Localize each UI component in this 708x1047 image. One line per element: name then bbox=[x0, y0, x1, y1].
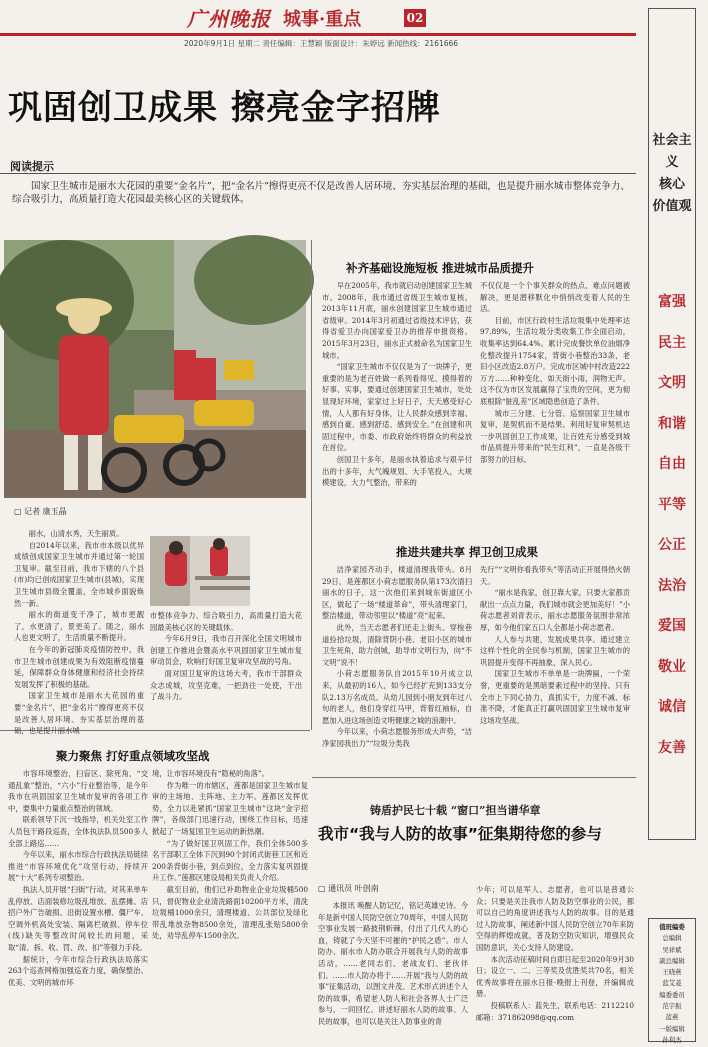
paragraph: 城市三分建、七分管。巡察国家卫生城市复审，是契机而不是结果。利用好复审契机达一步巩固创卫工作成果，让百姓充分感受到城市品质提升带来的“民生红利”，一直是各级干部努力的目标。 bbox=[480, 408, 630, 464]
photo-bike-cleaning bbox=[4, 240, 306, 498]
page-title: 巩固创卫成果 擦亮金字招牌 bbox=[8, 88, 441, 128]
paragraph: 国家卫生城市不单单是一块牌匾，一个荣誉，更重要的是黑暗要素过程中的坚持。只有全市上下同心协力，真抓实干，力度不减、标准不降，才能真正打赢巩固国家卫生城市复审这场攻坚战。 bbox=[480, 669, 630, 725]
paragraph: 作为唯一的市辖区，莲都是国家卫生城市复审的主场地、主阵地、主力军。莲都区发挥优势，全力以赴紧抓“国家卫生城市”这块“金字招牌”，各级部门迅速行动，围绕工作目标，迅速掀起了一场复国卫生运动的新热潮。 bbox=[152, 780, 308, 836]
subhead-focus: 聚力聚焦 打好重点领域攻坚战 bbox=[56, 749, 210, 763]
sidebar-title-line: 价值观 bbox=[652, 199, 692, 214]
section-rule bbox=[312, 777, 636, 778]
paragraph: 执法人员开展“扫街”行动，对其来单车乱停放、店面装修垃圾乱堆放、乱摆摊、店招户外广告破损、沿街设置水槽、僵尸车、空调外机高处安装、隔离栏破损、停车位(线)缺失等整改时间较长的问题，采取“清、拆、收、罚、改、扣”等强力手段。 bbox=[8, 884, 148, 952]
staff-role: 值班编委 bbox=[659, 923, 685, 931]
staff-person: 蓝燕 bbox=[665, 1013, 679, 1022]
page-number: 02 bbox=[404, 9, 426, 27]
feature-reporter-text: 通讯员 叶创南 bbox=[328, 884, 379, 893]
lead-rule bbox=[0, 173, 636, 174]
core-value: 文明 bbox=[658, 375, 686, 391]
core-value: 诚信 bbox=[658, 699, 686, 715]
paragraph: 在今年的新冠肺炎疫情防控中，我市卫生城市创建成果为有效阻断疫情蔓延，保障群众身体健康和经济社会持续发展发挥了积极的基础。 bbox=[14, 644, 144, 689]
paragraph: 先行”“文明你看我带头”等活动正开展得热火朝天。 bbox=[480, 565, 630, 586]
paragraph: 丽水的街道变干净了，城市更靓了，水更清了，景更美了。随之，丽水人也更文明了，生活质量不断提升。 bbox=[14, 610, 144, 643]
staff-person: 吴祥斌 bbox=[662, 945, 682, 954]
paragraph: 市容环境整治，扫盲区、除死角，“交通乱象”整治，“六小”行业整治等，是今年我市在巩固国家卫生城市复审的各项工作中，要集中力量重点整治的领域。 bbox=[8, 769, 148, 813]
paragraph: “丽水是我家，创卫靠大家，只要大家都贡献出一点点力量，我们城市就会更加美好！”小荷志愿者刘青表示，丽水志愿服务氛围非常浓厚，如今他们家五口人全都是小荷志愿者。 bbox=[480, 588, 630, 632]
paragraph: 不仅仅是一个个事关群众的热点、难点问题被解决，更是潜移默化中悄悄改变着人民的生活。 bbox=[480, 281, 630, 314]
core-value: 公正 bbox=[658, 537, 686, 553]
article-col3 bbox=[322, 280, 472, 508]
article-col4b bbox=[480, 564, 630, 770]
column-rule bbox=[311, 240, 312, 730]
core-value: 平等 bbox=[658, 496, 686, 513]
paragraph: 截至目前，他们已补助物业企业垃圾桶500只，督促物业企业清洗路面10200平方米，清洗垃圾桶1000余只，清理楼道、公共部位及绿化带乱堆放杂物8500余处，清理乱张贴5800余处，劝导乱停车1500余次。 bbox=[152, 884, 308, 941]
staff-role: 副总编辑 bbox=[659, 956, 685, 965]
page-meta: 2020年9月1日 星期二 责任编辑：王慧颖 版面设计：朱婷远 新闻热线：2161666 bbox=[184, 39, 459, 48]
article-col3b bbox=[322, 564, 472, 770]
core-value: 友善 bbox=[658, 739, 686, 756]
sidebar-title bbox=[649, 130, 695, 218]
paragraph: 今年以来，小荷志愿服务形成大声势，“洁净家园我出力”“垃圾分类我 bbox=[322, 727, 472, 748]
subhead-co-build: 推进共建共享 捍卫创卫成果 bbox=[396, 545, 539, 559]
feature-col-a bbox=[318, 900, 468, 1043]
paragraph: 自2014年以来，我市市本级以优异成绩创成国家卫生城市并通过第一轮国卫复审。截至目前，我市下辖的八个县(市)均已创成国家卫生城市(县城)，实现卫生城市县级全覆盖，全市城乡面貌焕然一新。 bbox=[14, 540, 144, 608]
core-value: 法治 bbox=[658, 577, 686, 594]
paragraph: 境，让市容环境没有“隐秘的角落”。 bbox=[152, 769, 269, 778]
paragraph: 创国卫十多年，是丽水执着追求与艰辛付出的十多年，大气魄规划、大手笔投入，大规模建设，大力气整治，带来的 bbox=[322, 454, 472, 488]
photo-credit-text: 记者 康玉晶 bbox=[24, 507, 67, 516]
article-col2b bbox=[152, 768, 308, 1043]
lead-label: 阅读提示 bbox=[10, 160, 54, 173]
article-col2 bbox=[150, 610, 302, 722]
paper-name: 广州晚报 bbox=[187, 7, 271, 31]
core-value: 敬业 bbox=[658, 658, 686, 675]
paragraph: 投稿联系人：蓝先生，联系电话：2112210 邮箱：371862098@qq.com bbox=[476, 1000, 634, 1022]
core-values-list bbox=[649, 282, 695, 768]
paragraph: 目前，市区行政村生活垃圾集中处理率达97.89%，生活垃圾分类收集工作全面启动，收集率达到64.4%。累计完成餐饮单位油烟净化整改提升1754家，背街小巷整治33条，老旧小区改造2.8万户。完成市区城中村改造222万方……种种变化，如天街小雨，润物无声。这不仅为市区发展赢得了宝贵的空间，更为彻底根除“脏乱差”区域隐患创造了条件。 bbox=[480, 315, 630, 406]
core-value: 民主 bbox=[658, 334, 686, 351]
core-value: 爱国 bbox=[658, 618, 686, 634]
paragraph: 今年6月9日，我市召开深化全国文明城市创建工作推进会暨高水平巩固国家卫生城市复审动员会，吹响打好国卫复审攻坚战的号角。 bbox=[150, 634, 302, 667]
photo-stairwell bbox=[150, 536, 250, 606]
paragraph: 此外，当天志愿者们还走上街头、穿梭巷道捡拾垃圾，清除背阴小巷、老旧小区的城市卫生死角，助力创城，助导市文明行为，向“不文明”说不！ bbox=[322, 622, 472, 667]
article-col4 bbox=[480, 280, 630, 508]
staff-person: 王晓燕 bbox=[662, 968, 682, 977]
article-col1 bbox=[14, 528, 144, 736]
paragraph: 本报讯 唤醒人防记忆，铭记英雄史诗。今年是新中国人民防空创立70周年，中国人民防空事业发展一路披荆斩棘，付出了几代人的心血，铸就了今天坚不可摧的“护民之盾”。市人防办、丽水市人防办联合开展我与人防的故事活动，……老同志们、老战友们、老伙伴们、……市人防办将于……开展“我与人防的故事”征集活动，以图文并茂、艺术形式讲述个人防的故事，希望老人防人和社会各界人士广泛参与，一同回忆、讲述好丽水人防的故事、人民的故事，也可以是关注人防事业的青 bbox=[318, 901, 468, 1026]
section-title: 城事·重点 bbox=[283, 9, 362, 30]
paragraph: 早在2005年，我市就启动创建国家卫生城市。2008年，我市通过省级卫生城市复核。2013年11月底，丽水创建国家卫生城市通过省级审。2014年3月初通过省级技术评估，获得省爱卫办向国家爱卫办的推荐申报资格。2015年3月23日，丽水正式被命名为国家卫生城市。 bbox=[322, 281, 472, 360]
sidebar-title-line: 社会主义 bbox=[652, 133, 692, 170]
staff-box bbox=[648, 918, 696, 1042]
sidebar-title-line: 核心 bbox=[658, 177, 685, 192]
lead-text: 国家卫生城市是丽水大花园的重要“金名片”，把“金名片”擦得更亮不仅是改善人居环境、夯实基层治理的基础，也是提升丽水城市整体竞争力、综合吸引力，高质量打造大花园最美核心区的关键载体。 bbox=[12, 181, 630, 205]
paragraph: 少年；可以是军人、志愿者，也可以是普通公众；只要是关注我市人防及防空事业的公民，都可以自己的角度讲述我与人防的故事。目的是通过人防故事，阐述新中国人民防空创立70年来防空得的辉煌成就，普及防空防灾知识，增强民众国防意识，关心支持人防建设。 bbox=[476, 885, 634, 952]
article-col1b bbox=[8, 768, 148, 1043]
paragraph: 人人参与共建，发展成果共享。通过建立这样个性化的全民参与机制，国家卫生城市的巩固提升变得不再抽象，深入民心。 bbox=[480, 634, 630, 667]
core-value: 富强 bbox=[658, 294, 686, 310]
paragraph: 联系领导下沉一线指导，机关处室工作人员包干路段巡查，全体执法队员500多人全部上路巡…… bbox=[8, 815, 148, 848]
masthead-rule bbox=[0, 33, 636, 36]
photo-credit: ▢ 记者 康玉晶 bbox=[14, 507, 67, 516]
feature-kicker: 铸盾护民七十载 “窗口”担当谱华章 bbox=[370, 804, 541, 817]
staff-person: 蓝艾菱 bbox=[662, 979, 682, 988]
paragraph: 市整体竞争力、综合吸引力，高质量打造大花园最美核心区的关键载体。 bbox=[150, 611, 302, 632]
staff-role: 编委委员 bbox=[659, 990, 685, 999]
paragraph: “国家卫生城市不仅仅是为了一块牌子，更重要的是为老百姓做一系列看得见、摸得着的好事、实事，要通过创建国家卫生城市，处处显现好环境，家家过上好日子，天天感受好心情，人人都有好身体，让人民群众感到幸福、感到自豪、感到舒适、感到安全。”在创建和巩固过程中，市委、市政府始终将群众的利益放在首位。 bbox=[322, 362, 472, 453]
subhead-infrastructure: 补齐基础设施短板 推进城市品质提升 bbox=[346, 261, 535, 275]
feature-title: 我市“我与人防的故事”征集期待您的参与 bbox=[318, 825, 602, 843]
paragraph: 国家卫生城市是丽水大花园的重要“金名片”，把“金名片”擦得更亮不仅是改善人居环境、夯实基层治理的基础，也是提升丽水城 bbox=[14, 691, 144, 736]
paragraph: “为了做好国卫巩固工作，我们全体500多名干部职工全体下沉到90个封闭式街巷工区和近200条背街小巷，到点到位，全力落实复巩固提升工作。”莲都区建设局相关负责人介绍。 bbox=[152, 838, 308, 883]
core-value: 和谐 bbox=[658, 415, 686, 432]
paragraph: 据统计，今年市综合行政执法局落实263个巡查网格加强巡查力度，确保整治、优美、文明的城市环 bbox=[8, 954, 148, 987]
feature-col-b bbox=[476, 884, 634, 1043]
staff-person: 孙利杰 bbox=[662, 1035, 682, 1044]
paragraph: 丽水，山清水秀，天生丽质。 bbox=[28, 529, 124, 538]
paragraph: 洁净家园齐动手，楼道清理我带头。8月29日，是莲都区小荷志愿服务队第173次清扫丽水的日子，这一次他们来到城东街道区小区，做起了一场“楼道革命”，带头清理家门，整洁楼道，带动邻里以“楼道”亮“起来。 bbox=[322, 565, 472, 621]
paragraph: 今年以来，丽水市综合行政执法局链续推进“市容环境优化”攻坚行动，持续开展“十大”系列专项整治。 bbox=[8, 850, 148, 883]
paragraph: 小荷志愿服务队自2015年10月成立以来，从最初的16人，如今已经扩充到133支分队2.13万名成员。从幼儿园到小朋友到年过八旬的老人，他们身穿红马甲，背着红袖标，自愿加入进这场创造文明健康之城的浪潮中。 bbox=[322, 669, 472, 725]
paragraph: 面对国卫复审的这场大考，我市干部群众众志成城，攻坚克难，一把劲往一处使，干出了战斗力。 bbox=[150, 668, 302, 702]
staff-role: 一版编辑 bbox=[659, 1024, 685, 1033]
core-value: 自由 bbox=[658, 456, 686, 472]
feature-reporter: ▢ 通讯员 叶创南 bbox=[318, 884, 379, 893]
paragraph: 本次活动征稿时间自即日起至2020年9月30日；设立一、二、三等奖及优胜奖共70名，相关优秀故事将在丽水日报·晚报上刊登，并编辑成册。 bbox=[476, 954, 634, 999]
staff-role: 总编辑 bbox=[662, 934, 682, 943]
staff-person: 范宇振 bbox=[662, 1002, 682, 1011]
